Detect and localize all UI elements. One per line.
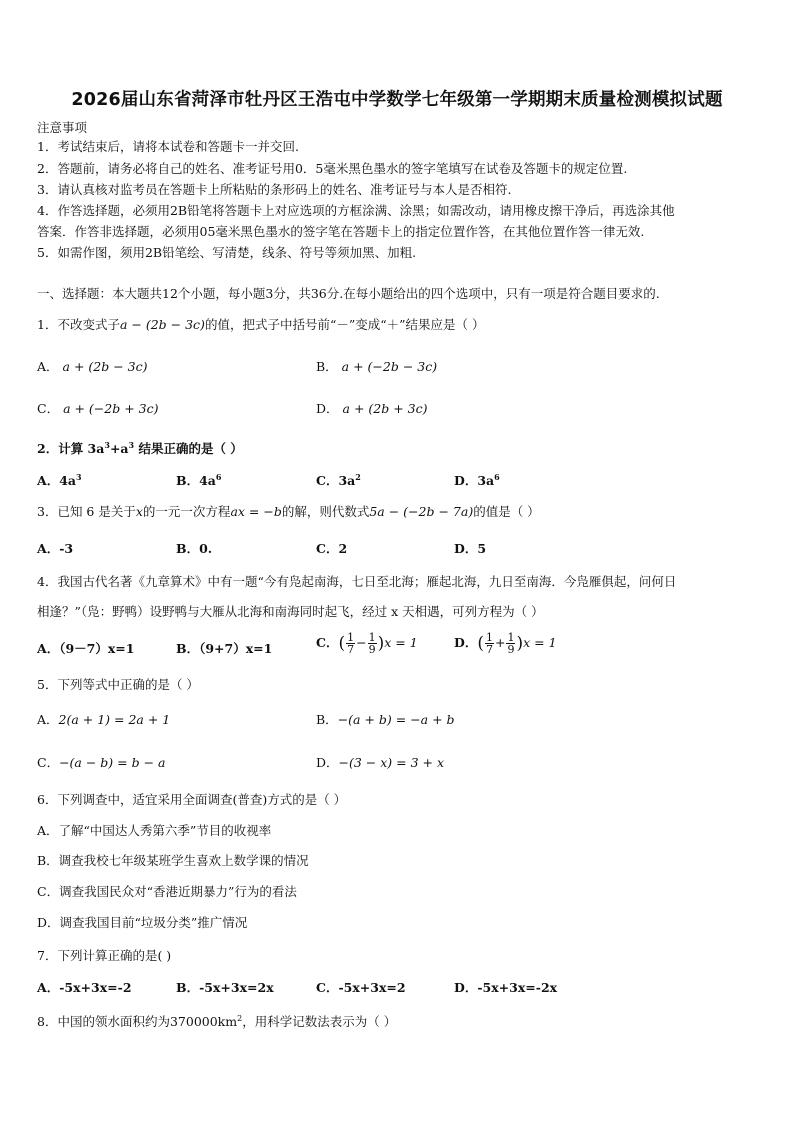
q3-option-d: D．5 <box>454 541 487 556</box>
q1-option-b: B． a + (−2b − 3c) <box>316 359 438 374</box>
q2-option-b: B．$4a^6$ <box>176 472 222 489</box>
notice-heading: 注意事项 <box>37 120 88 135</box>
exam-title: 2026届山东省菏泽市牡丹区王浩屯中学数学七年级第一学期期末质量检测模拟试题 <box>71 90 723 110</box>
q5-option-c: C．−(a − b) = b − a <box>37 755 166 770</box>
q7-option-a: A．-5x+3x=-2 <box>37 980 132 995</box>
q4-option-d: D．( $\frac{1}{7}$ + $\frac{1}{9}$ )x = 1 <box>454 631 557 656</box>
question-7-stem: 7．下列计算正确的是( ) <box>37 948 172 963</box>
q1-option-d: D． a + (2b + 3c) <box>316 401 428 416</box>
q7-option-b: B．-5x+3x=2x <box>176 980 274 995</box>
q6-option-a: A．了解“中国达人秀第六季”节目的收视率 <box>37 823 272 838</box>
q6-option-c: C．调查我国民众对“香港近期暴力”行为的看法 <box>37 884 297 899</box>
q4-option-c: C．( $\frac{1}{7}$ − $\frac{1}{9}$ )x = 1 <box>316 631 418 656</box>
q2-option-a: A．$4a^3$ <box>37 472 82 489</box>
q6-option-b: B．调查我校七年级某班学生喜欢上数学课的情况 <box>37 853 309 868</box>
question-8-stem: 8．中国的领水面积约为$370000km^2$，用科学记数法表示为（ ） <box>37 1014 397 1030</box>
q6-option-d: D．调查我国目前“垃圾分类”推广情况 <box>37 915 248 930</box>
q3-option-b: B．0. <box>176 541 213 556</box>
q2-option-d: D．$3a^6$ <box>454 472 500 489</box>
q5-option-b: B．−(a + b) = −a + b <box>316 712 455 727</box>
q4-option-b: B．（9+7）x=1 <box>176 641 273 656</box>
q7-option-d: D．-5x+3x=-2x <box>454 980 558 995</box>
q4-option-a: A．（9－7）x=1 <box>37 641 135 656</box>
notice-item-1: 1．考试结束后，请将本试卷和答题卡一并交回. <box>37 139 299 154</box>
q7-option-c: C．-5x+3x=2 <box>316 980 406 995</box>
q1-option-c: C． a + (−2b + 3c) <box>37 401 159 416</box>
q1-pre: 1．不改变式子 <box>37 317 120 332</box>
q1-expr: a − (2b − 3c) <box>119 317 205 332</box>
question-5-stem: 5．下列等式中正确的是（ ） <box>37 677 199 692</box>
q5-option-a: A．2(a + 1) = 2a + 1 <box>37 712 171 727</box>
q3-option-a: A．-3 <box>37 541 74 556</box>
notice-item-5: 5．如需作图，须用2B铅笔绘、写清楚，线条、符号等须加黑、加粗. <box>37 245 417 260</box>
question-1-stem <box>37 317 484 333</box>
q5-option-d: D．−(3 − x) = 3 + x <box>316 755 445 770</box>
section-heading: 一、选择题：本大题共12个小题，每小题3分，共36分.在每小题给出的四个选项中，只有一项是符合题目要求的. <box>37 286 660 301</box>
notice-item-4: 4．作答选择题，必须用2B铅笔将答题卡上对应选项的方框涂满、涂黑；如需改动，请用橡皮擦干净后，再选涂其他 <box>37 203 675 218</box>
question-3-stem: 3．已知 6 是关于x的一元一次方程ax = −b的解，则代数式5a − (−2b − 7a)的值是（ ） <box>37 504 540 519</box>
q2-option-c: C．$3a^2$ <box>316 472 361 489</box>
notice-item-3: 3．请认真核对监考员在答题卡上所粘贴的条形码上的姓名、准考证号与本人是否相符. <box>37 182 512 197</box>
question-4-stem-line-1: 4．我国古代名著《九章算术》中有一题“今有凫起南海，七日至北海；雁起北海，九日至南海．今凫雁俱起，问何日 <box>37 574 677 589</box>
notice-item-2: 2．答题前，请务必将自己的姓名、准考证号用0．5毫米黑色墨水的签字笔填写在试卷及答题卡的规定位置. <box>37 161 628 176</box>
q1-option-a: A． a + (2b − 3c) <box>37 359 148 374</box>
q1-post: 的值，把式子中括号前“－”变成“＋”结果应是（ ） <box>204 317 485 332</box>
q3-option-c: C．2 <box>316 541 348 556</box>
question-6-stem: 6．下列调查中，适宜采用全面调查(普查)方式的是（ ） <box>37 792 347 807</box>
notice-item-4-cont: 答案．作答非选择题，必须用05毫米黑色墨水的签字笔在答题卡上的指定位置作答，在其他位置作答一律无效. <box>37 224 645 239</box>
question-2-stem: 2．计算 $3a^3+a^3$ 结果正确的是（ ） <box>37 440 243 457</box>
question-4-stem-line-2: 相逢？”（凫：野鸭）设野鸭与大雁从北海和南海同时起飞，经过 x 天相遇，可列方程为（ ） <box>37 604 544 619</box>
